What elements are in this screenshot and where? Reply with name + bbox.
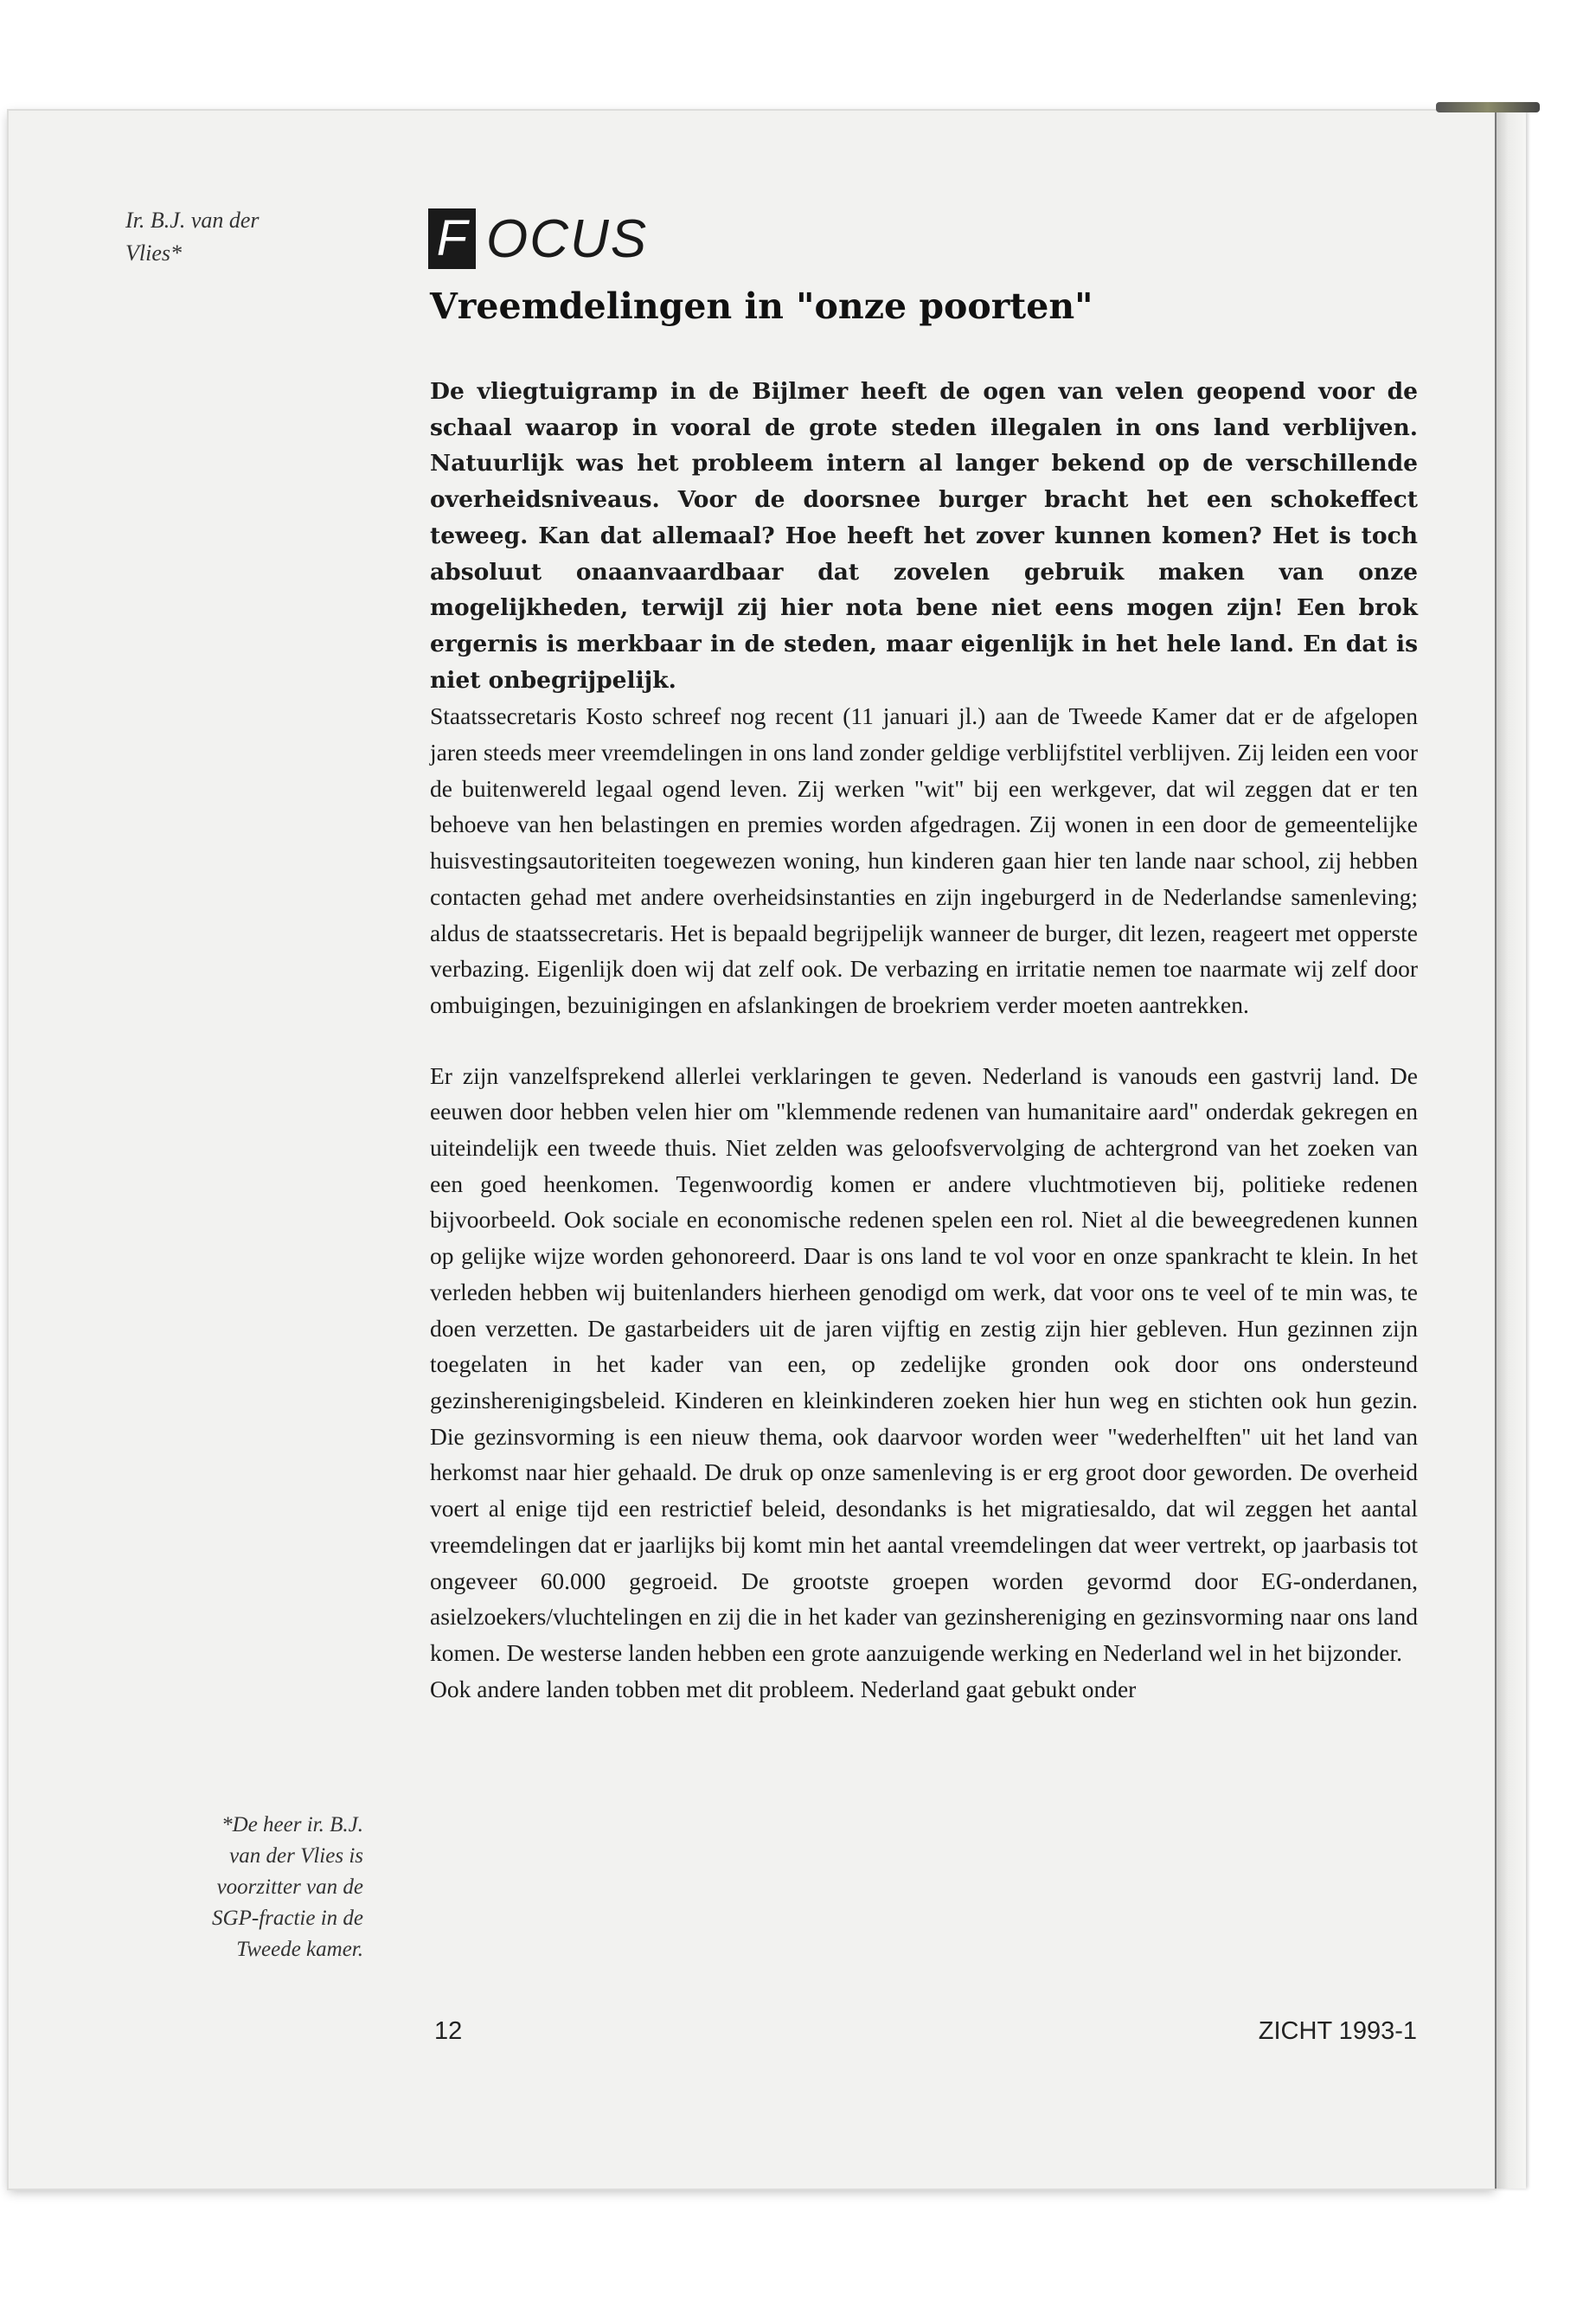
page-spine (1495, 111, 1526, 2189)
author-line: Vlies* (125, 240, 182, 266)
body-paragraph: Ook andere landen tobben met dit probleem. Nederland gaat gebukt onder (430, 1675, 1137, 1702)
lead-paragraph: De vliegtuigramp in de Bijlmer heeft de ogen van velen geopend voor de schaal waarop in vooral de grote steden illegalen in ons land verblijven. Natuurlijk was het probleem intern al langer bekend op de verschillende overheidsniveaus. Voor de doorsnee burger bracht het een schokeffect teweeg. Kan dat allemaal? Hoe heeft het zover kunnen komen? Het is toch absoluut onaanvaardbaar dat zovelen gebruik maken van onze mogelijkheden, terwijl zij hier nota bene niet eens mogen zijn! Een brok ergernis is merkbaar in de steden, maar eigenlijk in het hele land. En dat is niet onbegrijpelijk. (430, 378, 1418, 694)
binder-clip (1436, 102, 1540, 112)
page-number: 12 (434, 2017, 463, 2045)
body-paragraph: Staatssecretaris Kosto schreef nog recent (11 januari jl.) aan de Tweede Kamer dat er de afgelopen jaren steeds meer vreemdelingen in ons land zonder geldige verblijfstitel verblijven. Zij leiden een voor de buitenwereld legaal ogend leven. Zij werken "wit" bij een werkgever, dat wil zeggen dat er ten behoeve van hen belastingen en premies worden afgedragen. Zij wonen in een door de gemeentelijke huisvestingsautoriteiten toegewezen woning, hun kinderen gaan hier ten lande naar school, zij hebben contacten gehad met andere overheidsinstanties en zijn ingeburgerd in de Nederlandse samenleving; aldus de staatssecretaris. Het is bepaald begrijpelijk wanneer de burger, dit lezen, reageert met opperste verbazing. Eigenlijk doen wij dat zelf ook. De verbazing en irritatie nemen toe naarmate wij zelf door ombuigingen, bezuinigingen en afslankingen de broekriem verder moeten aantrekken. (430, 702, 1418, 1018)
section-initial: F (428, 208, 476, 269)
article-body (430, 374, 1418, 1707)
footnote-line: Tweede kamer. (236, 1938, 363, 1961)
author-line: Ir. B.J. van der (125, 208, 260, 233)
footnote-line: SGP-fractie in de (212, 1907, 363, 1930)
footnote-line: van der Vlies is (229, 1844, 363, 1868)
body-paragraph: Er zijn vanzelfsprekend allerlei verklaringen te geven. Nederland is vanouds een gastvrij land. De eeuwen door hebben velen hier om "klemmende redenen van humanitaire aard" onderdak gekregen en uiteindelijk een tweede thuis. Niet zelden was geloofsvervolging de achtergrond van het zoeken van een goed heenkomen. Tegenwoordig komen er andere vluchtmotieven bij, politieke redenen bijvoorbeeld. Ook sociale en economische redenen spelen een rol. Niet al die beweegredenen kunnen op gelijke wijze worden gehonoreerd. Daar is ons land te vol voor en onze spankracht te klein. In het verleden hebben wij buitenlanders hierheen genodigd om werk, dat voor ons te veel of te min was, te doen verzetten. De gastarbeiders uit de jaren vijftig en zestig zijn hier gebleven. Hun gezinnen zijn toegelaten in het kader van een, op zedelijke gronden ook door ons ondersteund gezinsherenigingsbeleid. Kinderen en kleinkinderen zoeken hier hun weg en stichten ook hun gezin. Die gezinsvorming is een nieuw thema, ook daarvoor worden weer "wederhelften" uit het land van herkomst naar hier gehaald. De druk op onze samenleving is er erg groot door geworden. De overheid voert al enige tijd een restrictief beleid, desondanks is het migratiesaldo, dat wil zeggen het aantal vreemdelingen dat er jaarlijks bij komt min het aantal vreemdelingen dat weer vertrekt, op jaarbasis tot ongeveer 60.000 gegroeid. De grootste groepen worden gevormd door EG-onderdanen, asielzoekers/vluchtelingen en zij die in het kader van gezinshereniging en gezinsvorming naar ons land komen. De westerse landen hebben een grote aanzuigende werking en Nederland wel in het bijzonder. (430, 1061, 1418, 1666)
article-title: Vreemdelingen in "onze poorten" (430, 285, 1093, 327)
footnote-line: voorzitter van de (216, 1875, 363, 1899)
journal-issue: ZICHT 1993-1 (1258, 2017, 1417, 2045)
section-heading-rest: OCUS (486, 208, 649, 269)
footnote-line: *De heer ir. B.J. (221, 1813, 363, 1836)
section-heading (428, 204, 648, 273)
author-footnote (156, 1810, 363, 1965)
author-byline (125, 204, 342, 270)
